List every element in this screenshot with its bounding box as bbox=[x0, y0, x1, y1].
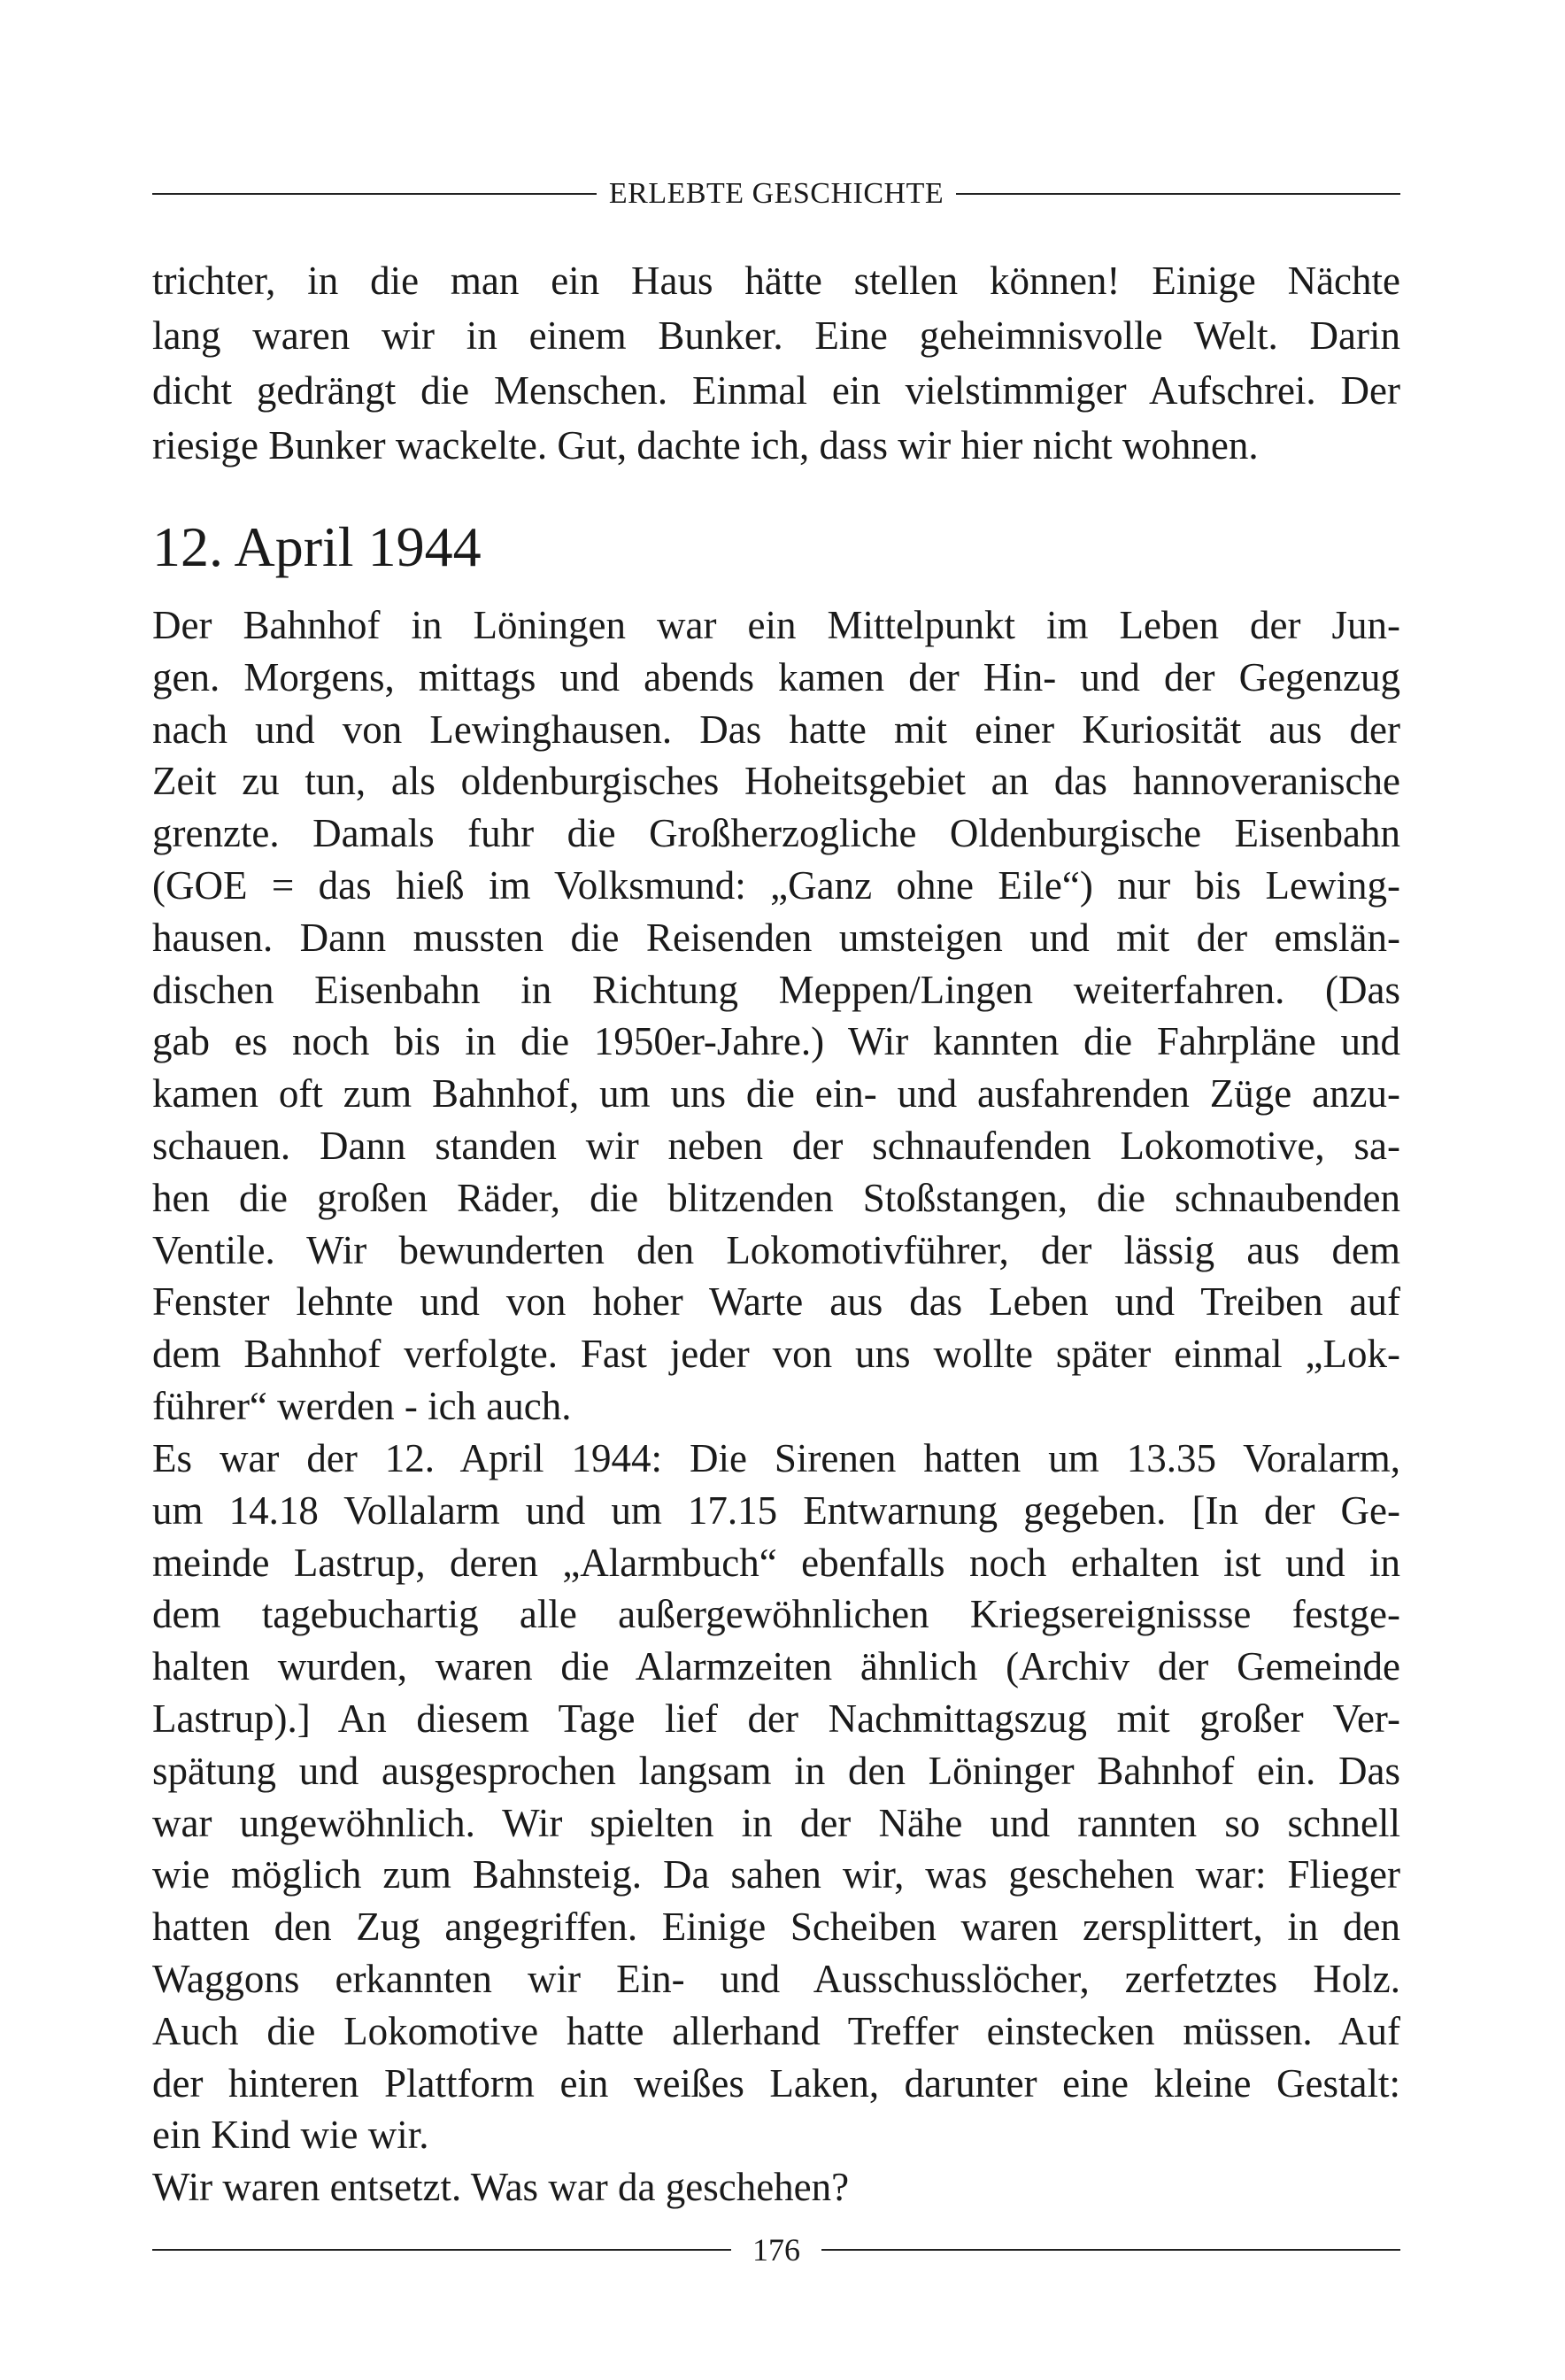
text-line: Waggons erkannten wir Ein- und Ausschusslöcher, zerfetztes Holz. bbox=[152, 1956, 1400, 2001]
text-line: nach und von Lewinghausen. Das hatte mit einer Kuriosität aus der bbox=[152, 707, 1400, 752]
text-line: der hinteren Plattform ein weißes Laken, darunter eine kleine Gestalt: bbox=[152, 2060, 1400, 2106]
text-line: Zeit zu tun, als oldenburgisches Hoheitsgebiet an das hannoveranische bbox=[152, 759, 1400, 804]
text-line: Lastrup).] An diesem Tage lief der Nachmittagszug mit großer Ver- bbox=[152, 1696, 1400, 1741]
text-line: Es war der 12. April 1944: Die Sirenen hatten um 13.35 Voralarm, bbox=[152, 1436, 1400, 1480]
paragraph bbox=[152, 1433, 1400, 2161]
paragraph bbox=[152, 2161, 1400, 2214]
paragraph bbox=[152, 253, 1400, 473]
text-line: kamen oft zum Bahnhof, um uns die ein- und ausfahrenden Züge anzu- bbox=[152, 1071, 1400, 1117]
text-line: hatten den Zug angegriffen. Einige Scheiben waren zersplittert, in den bbox=[152, 1905, 1400, 1950]
text-line: Auch die Lokomotive hatte allerhand Treffer einstecken müssen. Auf bbox=[152, 2008, 1400, 2053]
text-line: Ventile. Wir bewunderten den Lokomotivführer, der lässig aus dem bbox=[152, 1227, 1400, 1272]
page-number: 176 bbox=[752, 2232, 800, 2268]
running-header bbox=[152, 177, 1400, 211]
header-rule-right bbox=[956, 193, 1400, 195]
text-line: lang waren wir in einem Bunker. Eine geheimnisvolle Welt. Darin bbox=[152, 313, 1400, 358]
section-heading: 12. April 1944 bbox=[152, 515, 482, 578]
text-line: riesige Bunker wackelte. Gut, dachte ich, dass wir hier nicht wohnen. bbox=[152, 423, 1259, 468]
text-line: dischen Eisenbahn in Richtung Meppen/Lingen weiterfahren. (Das bbox=[152, 967, 1400, 1012]
text-line: halten wurden, waren die Alarmzeiten ähnlich (Archiv der Gemeinde bbox=[152, 1644, 1400, 1689]
text-line: meinde Lastrup, deren „Alarmbuch“ ebenfalls noch erhalten ist und in bbox=[152, 1540, 1400, 1585]
header-rule-left bbox=[152, 193, 597, 195]
text-line: gen. Morgens, mittags und abends kamen der Hin- und der Gegenzug bbox=[152, 654, 1400, 699]
text-line: hen die großen Räder, die blitzenden Stoßstangen, die schnaubenden bbox=[152, 1175, 1400, 1220]
text-line: führer“ werden - ich auch. bbox=[152, 1383, 572, 1428]
text-line: gab es noch bis in die 1950er-Jahre.) Wir kannten die Fahrpläne und bbox=[152, 1019, 1400, 1064]
text-line: dem Bahnhof verfolgte. Fast jeder von uns wollte später einmal „Lok- bbox=[152, 1332, 1400, 1377]
text-line: hausen. Dann mussten die Reisenden umsteigen und mit der emslän- bbox=[152, 915, 1400, 960]
text-line: wie möglich zum Bahnsteig. Da sahen wir, was geschehen war: Flieger bbox=[152, 1852, 1400, 1897]
text-line: spätung und ausgesprochen langsam in den Löninger Bahnhof ein. Das bbox=[152, 1748, 1400, 1793]
page-footer bbox=[152, 2231, 1400, 2268]
text-line: (GOE = das hieß im Volksmund: „Ganz ohne Eile“) nur bis Lewing- bbox=[152, 862, 1400, 908]
footer-rule-right bbox=[821, 2249, 1400, 2251]
text-line: Wir waren entsetzt. Was war da geschehen? bbox=[152, 2165, 850, 2209]
running-head-title: ERLEBTE GESCHICHTE bbox=[608, 177, 944, 210]
footer-rule-left bbox=[152, 2249, 731, 2251]
text-line: war ungewöhnlich. Wir spielten in der Nähe und rannten so schnell bbox=[152, 1800, 1400, 1845]
text-line: Der Bahnhof in Löningen war ein Mittelpunkt im Leben der Jun- bbox=[152, 603, 1400, 647]
paragraph bbox=[152, 599, 1400, 1433]
text-line: grenzte. Damals fuhr die Großherzogliche Oldenburgische Eisenbahn bbox=[152, 811, 1400, 856]
text-line: ein Kind wie wir. bbox=[152, 2113, 429, 2158]
text-line: dicht gedrängt die Menschen. Einmal ein vielstimmiger Aufschrei. Der bbox=[152, 368, 1400, 413]
text-line: dem tagebuchartig alle außergewöhnlichen Kriegsereignissse festge- bbox=[152, 1592, 1400, 1637]
text-line: trichter, in die man ein Haus hätte stellen können! Einige Nächte bbox=[152, 259, 1400, 303]
text-line: Fenster lehnte und von hoher Warte aus das Leben und Treiben auf bbox=[152, 1279, 1400, 1325]
text-line: schauen. Dann standen wir neben der schnaufenden Lokomotive, sa- bbox=[152, 1123, 1400, 1168]
text-line: um 14.18 Vollalarm und um 17.15 Entwarnung gegeben. [In der Ge- bbox=[152, 1488, 1400, 1533]
